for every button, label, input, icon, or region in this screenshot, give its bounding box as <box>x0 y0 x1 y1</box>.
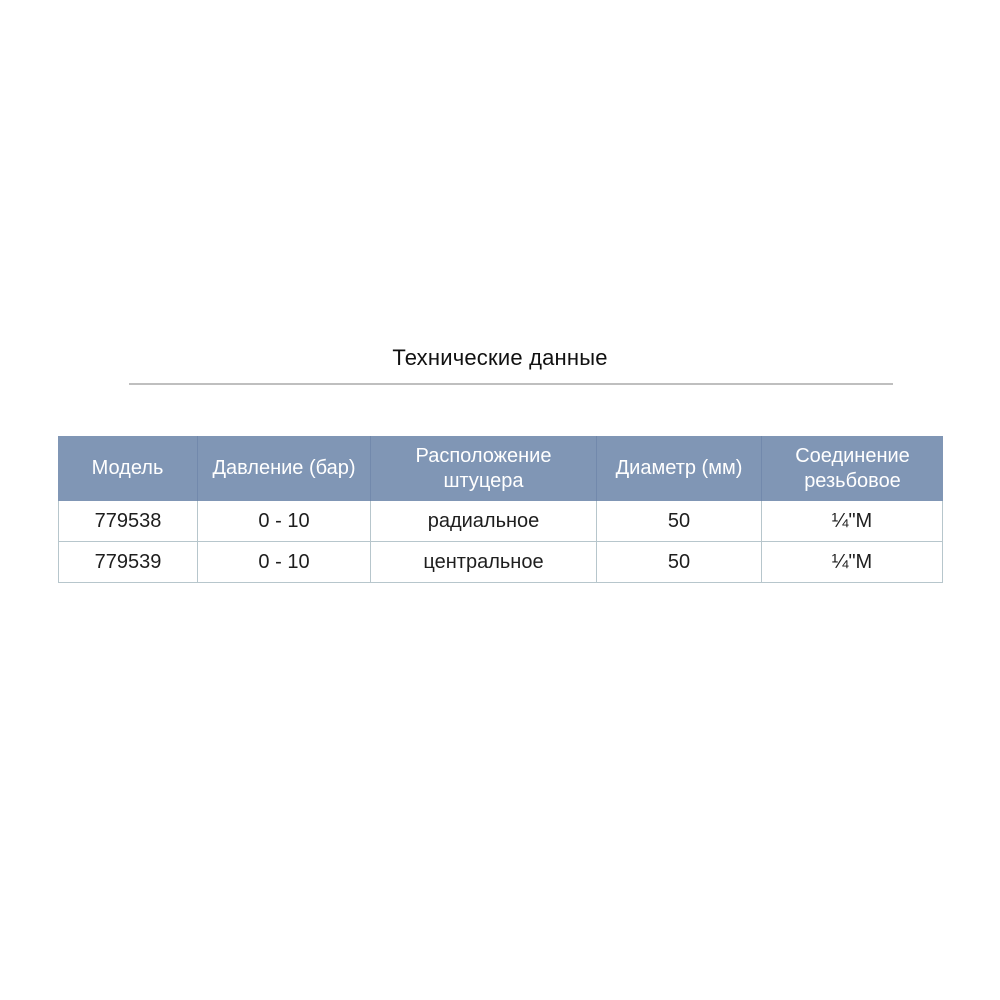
column-header-pressure <box>198 436 371 501</box>
cell-connection: ¼"M <box>762 542 943 583</box>
cell-diameter: 50 <box>597 542 762 583</box>
cell-pressure: 0 - 10 <box>198 501 371 542</box>
table-header <box>58 436 943 501</box>
header-line: Диаметр (мм) <box>615 457 743 479</box>
table-row <box>58 542 943 583</box>
header-line: резьбовое <box>804 469 901 492</box>
header-line: Соединение <box>795 444 910 467</box>
column-header-thread-connection <box>762 436 943 501</box>
header-line: штуцера <box>443 469 524 492</box>
specs-table-container <box>58 436 943 583</box>
table-row <box>58 501 943 542</box>
cell-connection: ¼"M <box>762 501 943 542</box>
column-header-diameter <box>597 436 762 501</box>
header-line: Давление (бар) <box>212 457 356 479</box>
cell-location: центральное <box>371 542 597 583</box>
cell-model: 779538 <box>58 501 198 542</box>
column-header-model <box>58 436 198 501</box>
header-row <box>58 436 943 501</box>
column-header-fitting-location <box>371 436 597 501</box>
header-line: Расположение <box>415 444 552 467</box>
cell-model: 779539 <box>58 542 198 583</box>
table-body <box>58 501 943 583</box>
cell-pressure: 0 - 10 <box>198 542 371 583</box>
title-divider <box>129 383 893 385</box>
cell-diameter: 50 <box>597 501 762 542</box>
header-line: Модель <box>91 457 164 479</box>
cell-location: радиальное <box>371 501 597 542</box>
page-title: Технические данные <box>392 345 608 370</box>
specs-table <box>58 436 943 583</box>
